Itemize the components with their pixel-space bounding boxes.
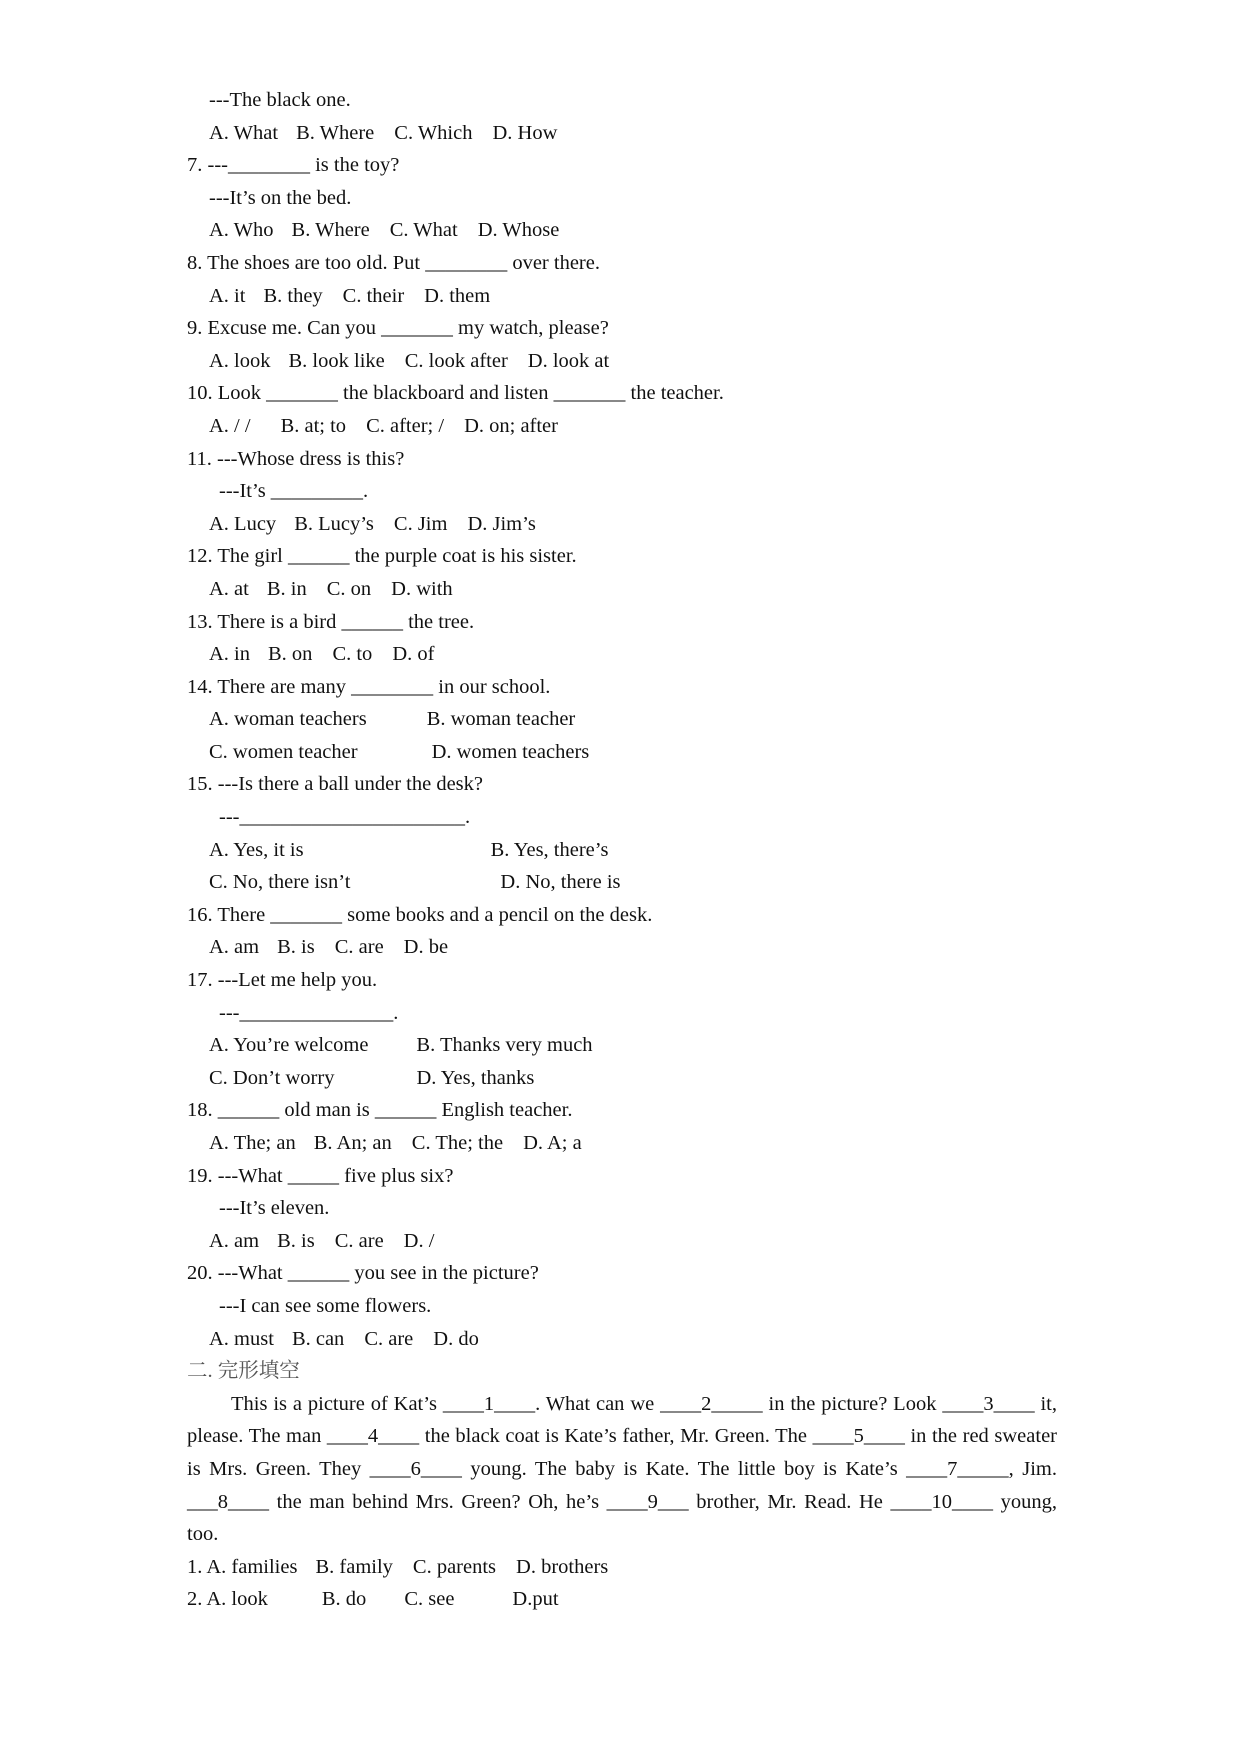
answer-option: A. am <box>209 936 260 959</box>
answer-option: C. Jim <box>393 512 448 535</box>
answer-option: B. on <box>268 643 313 666</box>
question-line: 20. ---What ______ you see in the picture? <box>187 1262 539 1285</box>
option-row <box>187 1062 1057 1095</box>
question-line: ---The black one. <box>209 89 351 111</box>
answer-option: C. on <box>326 577 372 600</box>
answer-option: A. in <box>209 643 250 666</box>
answer-option: D. on; after <box>464 414 558 437</box>
answer-option: C. are <box>334 1229 384 1252</box>
question-line: 9. Excuse me. Can you _______ my watch, please? <box>187 317 609 340</box>
question-line: ---I can see some flowers. <box>219 1294 432 1317</box>
question-line: 18. ______ old man is ______ English teacher. <box>187 1099 573 1122</box>
answer-option: B. in <box>266 577 307 600</box>
answer-option: D. brothers <box>516 1555 609 1578</box>
answer-option: D. / <box>403 1229 435 1252</box>
answer-option: B. Lucy’s <box>294 512 374 535</box>
answer-option: A. am <box>209 1229 260 1252</box>
option-row <box>187 931 1057 964</box>
answer-option: 2. A. look <box>187 1588 268 1611</box>
option-row <box>187 1551 1057 1584</box>
answer-option: D. How <box>492 121 558 144</box>
answer-option: A. at <box>209 577 249 600</box>
question-line: 13. There is a bird ______ the tree. <box>187 610 475 633</box>
answer-option: D. women teachers <box>431 740 590 763</box>
answer-option: B. they <box>263 284 323 307</box>
answer-option: C. Don’t worry <box>209 1066 335 1089</box>
answer-option: C. see <box>404 1588 455 1611</box>
answer-option: D. be <box>403 936 449 959</box>
answer-option: C. look after <box>404 349 508 372</box>
question-line: 16. There _______ some books and a pencil on the desk. <box>187 903 653 926</box>
question-line: 8. The shoes are too old. Put ________ over there. <box>187 251 600 274</box>
answer-option: B. family <box>315 1555 393 1578</box>
option-row <box>187 345 1057 378</box>
option-row <box>187 703 1057 736</box>
option-row <box>187 1323 1057 1356</box>
answer-option: D.put <box>512 1588 559 1611</box>
answer-option: A. Lucy <box>209 512 277 535</box>
answer-option: A. woman teachers <box>209 708 367 731</box>
question-line: 12. The girl ______ the purple coat is his sister. <box>187 545 577 568</box>
answer-option: A. Yes, it is <box>209 838 304 861</box>
answer-option: C. What <box>389 219 458 242</box>
option-row <box>187 736 1057 769</box>
question-line: ---It’s _________. <box>219 480 369 503</box>
question-line: 7. ---________ is the toy? <box>187 154 400 177</box>
answer-option: D. with <box>391 577 453 600</box>
answer-option: D. Yes, thanks <box>416 1066 535 1089</box>
question-line: 17. ---Let me help you. <box>187 969 378 992</box>
answer-option: B. Thanks very much <box>416 1034 593 1057</box>
answer-option: C. their <box>342 284 405 307</box>
question-line: 10. Look _______ the blackboard and listen _______ the teacher. <box>187 382 724 405</box>
answer-option: B. Where <box>296 121 375 144</box>
cloze-passage: This is a picture of Kat’s ____1____. What can we ____2_____ in the picture? Look ____3____ it, please. The man ____4____ the black coat is Kate’s father, Mr. Green. The ____5____ in the red sweater is Mrs. Green. They ____6____ young. The baby is Kate. The little boy is Kate’s ____7_____, Jim. ___8____ the man behind Mrs. Green? Oh, he’s ____9___ brother, Mr. Read. He ____10____ young, too. <box>187 1392 1057 1546</box>
option-row <box>187 117 1057 150</box>
option-row <box>187 410 1057 443</box>
document-page <box>187 84 1057 1616</box>
question-line: ---_______________. <box>219 1001 399 1024</box>
answer-option: C. The; the <box>411 1132 504 1154</box>
option-row <box>187 834 1057 867</box>
answer-option: D. of <box>392 643 435 666</box>
answer-option: A. must <box>209 1327 274 1350</box>
answer-option: D. do <box>433 1327 479 1350</box>
answer-option: D. No, there is <box>500 871 621 894</box>
answer-option: A. You’re welcome <box>209 1034 369 1057</box>
answer-option: A. What <box>209 121 279 144</box>
answer-option: D. Jim’s <box>467 512 536 535</box>
option-row <box>187 1225 1057 1258</box>
answer-option: 1. A. families <box>187 1555 298 1578</box>
answer-option: B. at; to <box>280 414 347 437</box>
option-row <box>187 280 1057 313</box>
answer-option: C. are <box>334 936 384 959</box>
section-title: 二. 完形填空 <box>187 1360 300 1383</box>
question-line: 14. There are many ________ in our school. <box>187 675 551 698</box>
question-line: 19. ---What _____ five plus six? <box>187 1164 454 1187</box>
answer-option: A. Who <box>209 219 274 242</box>
cloze-options <box>187 1551 1057 1616</box>
question-line: ---It’s on the bed. <box>209 186 352 209</box>
answer-option: A. it <box>209 284 246 307</box>
question-line: 11. ---Whose dress is this? <box>187 447 405 470</box>
answer-option: D. Whose <box>477 219 560 242</box>
answer-option: B. Where <box>291 219 370 242</box>
question-line: ---______________________. <box>219 806 471 829</box>
option-row <box>187 638 1057 671</box>
answer-option: B. woman teacher <box>426 708 576 731</box>
answer-option: D. look at <box>527 349 610 372</box>
answer-option: C. Which <box>394 121 473 144</box>
answer-option: C. after; / <box>366 414 445 437</box>
question-line: 15. ---Is there a ball under the desk? <box>187 773 483 796</box>
answer-option: B. do <box>321 1588 367 1611</box>
option-row <box>187 866 1057 899</box>
answer-option: A. look <box>209 349 271 372</box>
option-row <box>187 1583 1057 1616</box>
question-line: ---It’s eleven. <box>219 1197 330 1220</box>
option-row <box>187 573 1057 606</box>
answer-option: B. look like <box>288 349 385 372</box>
option-row <box>187 1127 1057 1160</box>
answer-option: C. parents <box>412 1555 497 1578</box>
answer-option: B. can <box>291 1327 345 1350</box>
answer-option: C. women teacher <box>209 740 358 763</box>
answer-option: B. is <box>277 936 315 959</box>
answer-option: B. Yes, there’s <box>490 838 609 861</box>
answer-option: C. are <box>364 1327 414 1350</box>
answer-option: C. to <box>332 643 373 666</box>
answer-option: B. An; an <box>313 1132 392 1154</box>
answer-option: D. them <box>424 284 491 307</box>
answer-option: C. No, there isn’t <box>209 871 351 894</box>
answer-option: A. / / <box>209 414 251 437</box>
answer-option: D. A; a <box>523 1132 582 1154</box>
option-row <box>187 1029 1057 1062</box>
answer-option: A. The; an <box>209 1132 296 1154</box>
question-list <box>187 84 1057 1355</box>
option-row <box>187 214 1057 247</box>
option-row <box>187 508 1057 541</box>
answer-option: B. is <box>277 1229 315 1252</box>
